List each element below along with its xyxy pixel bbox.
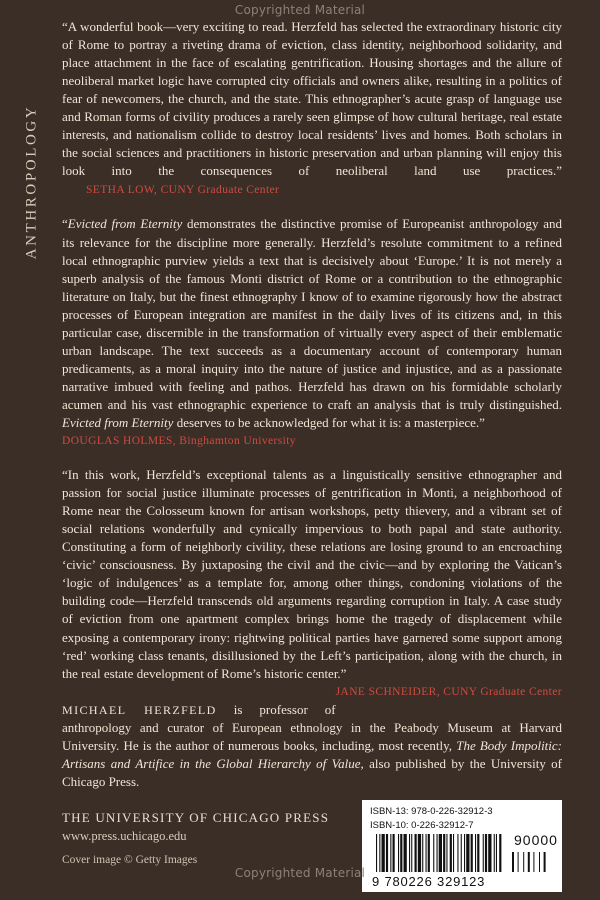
isbn10-text: ISBN-10: 0-226-32912-7: [370, 820, 474, 831]
watermark-top: Copyrighted Material: [234, 3, 366, 17]
price-code: 90000: [514, 832, 558, 848]
cover-credit: Cover image © Getty Images: [62, 854, 198, 866]
book-title: Evicted from Eternity: [62, 414, 174, 430]
publisher-block: [62, 810, 329, 844]
blurb-text: deserves to be acknowledged for what it is: a masterpiece.”: [173, 414, 485, 430]
back-cover-text: [62, 18, 562, 791]
blurb-attribution: SETHA LOW, CUNY Graduate Center: [86, 184, 280, 197]
publisher-url: www.press.uchicago.edu: [62, 829, 187, 843]
bio-text: , also published by the University of Chicago Press.: [62, 755, 563, 789]
watermark-bottom: Copyrighted Material: [234, 866, 366, 880]
blurb-text: demonstrates the distinctive promise of Europeanist anthropology and its relevance for the discipline more generally. Herzfeld’s resolute commitment to a refined local ethnographic purview yields a text that is decisively about ‘Europe.’ It is not merely a superb analysis of the famous Monti district of Rome or a contribution to the ethnographic literature on Italy, but the finest ethnography I know of to examine rigorously how the abstract processes of European integration are manifest in the daily lives of its citizens and, in this particular case, discernible in the transformation of virtually every aspect of their emblematic urban landscape. The text succeeds as a documentary account of contemporary human predicaments, as a moral inquiry into the nature of justice and injustice, and as a passionate narrative imbued with feeling and pathos. Herzfeld has drawn on his formidable scholarly acumen and his vast ethnographic experience to craft an analysis that is truly distinguished.: [62, 216, 562, 412]
barcode-digits: 9 780226 329123: [372, 874, 486, 889]
blurb-jane-schneider: [62, 466, 562, 698]
bio-book-title: The Body Impolitic: Artisans and Artifice in the Global Hierarchy of Value: [62, 737, 562, 771]
author-name: MICHAEL HERZFELD: [62, 702, 217, 717]
book-title: Evicted from Eternity: [67, 216, 183, 232]
isbn13-text: ISBN-13: 978-0-226-32912-3: [370, 806, 493, 817]
blurb-setha-low: [62, 18, 562, 199]
bio-text: is professor of anthropology and curator of European ethnology in the Peabody Museum at Harvard University. He is the author of numerous books, including, most recently,: [62, 701, 562, 753]
blurb-douglas-holmes: [62, 215, 562, 450]
category-label: ANTHROPOLOGY: [23, 104, 40, 260]
blurb-text: “A wonderful book—very exciting to read. Herzfeld has selected the extraordinary historic city of Rome to portray a riveting drama of eviction, class identity, neighborhood solidarity, and place attachment in the face of escalating gentrification. Housing shortages and the allure of neoliberal market logic have corrupted city officials and owners alike, resulting in a politics of fear of newcomers, the church, and the state. This ethnographer’s acute grasp of language use and Roman forms of civility produces a rarely seen glimpse of how cultural heritage, real estate interests, and nationalism collide to destroy local residents’ lives and homes. Both scholars in the social sciences and practitioners in historic preservation and urban planning will enjoy this look into the consequences of neoliberal land use practices.”: [62, 19, 562, 179]
author-bio: [62, 701, 562, 791]
blurb-text: “In this work, Herzfeld’s exceptional talents as a linguistically sensitive ethnographer and passion for social justice illuminate processes of gentrification in Monti, a neighborhood of Rome near the Colosseum known for artisan workshops, petty thievery, and a vibrant set of social relations wonderfully and cynically impervious to both papal and state authority. Constituting a form of neighborly civility, these relations are losing ground to an encroaching ‘civic’ consciousness. By juxtaposing the civil and the civic—and by exploring the Vatican’s ‘logic of indulgences’ as a template for, among other things, condoning violations of the building code—Herzfeld transcends old arguments regarding corruption in Italy. A case study of eviction from one apartment complex brings home the tragedy of displacement while exposing a contemporary irony: rightwing political parties have garnered some support among ‘red’ working class tenants, disillusioned by the Left’s participation, along with the church, in the real estate development of Rome’s historic center.”: [62, 467, 562, 681]
publisher-name: THE UNIVERSITY OF CHICAGO PRESS: [62, 810, 330, 825]
open-quote: “: [62, 216, 68, 232]
blurb-attribution: JANE SCHNEIDER, CUNY Graduate Center: [335, 685, 562, 698]
blurb-attribution: DOUGLAS HOLMES, Binghamton University: [62, 435, 296, 448]
